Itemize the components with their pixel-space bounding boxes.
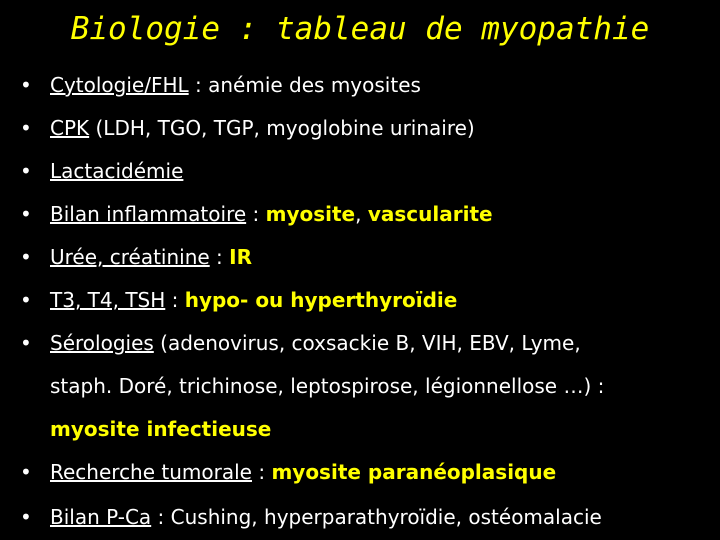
item-separator: : [246, 202, 266, 226]
bullet-marker: • [20, 505, 32, 529]
item-text [50, 323, 581, 363]
item-text [50, 151, 183, 191]
item-term: Cytologie/FHL [50, 73, 189, 97]
item-text [50, 108, 475, 148]
item-separator: : [251, 460, 272, 484]
item-text [50, 194, 493, 234]
bullet-marker: • [20, 159, 32, 183]
item-term: CPK [50, 116, 90, 140]
item-text [50, 280, 457, 320]
list-item-serologies-continued [0, 366, 720, 406]
bullet-marker: • [20, 73, 32, 97]
list-item-bilan-p-ca [0, 497, 720, 537]
item-detail: Cushing, hyperparathyroïdie, ostéomalacie [170, 505, 602, 529]
item-term: Bilan inflammatoire [50, 202, 247, 226]
item-highlight: hypo- ou hyperthyroïdie [184, 288, 458, 312]
list-item-cytologie [0, 65, 720, 105]
item-text [50, 452, 556, 492]
item-highlight: myosite paranéoplasique [271, 460, 557, 484]
item-comma: , [355, 202, 368, 226]
list-item-cpk [0, 108, 720, 148]
list-item-uree-creatinine [0, 237, 720, 277]
bullet-marker: • [20, 331, 32, 355]
slide-title: Biologie : tableau de myopathie [70, 11, 650, 47]
item-term: Urée, créatinine [50, 245, 210, 269]
item-highlight: myosite [265, 202, 356, 226]
list-item-serologies-conclusion [0, 409, 720, 449]
bullet-marker: • [20, 202, 32, 226]
item-term: Lactacidémie [50, 159, 184, 183]
list-item-serologies [0, 323, 720, 363]
bullet-marker: • [20, 288, 32, 312]
item-separator: : [188, 73, 209, 97]
list-item-recherche-tumorale [0, 452, 720, 492]
list-item-bilan-inflammatoire [0, 194, 720, 234]
item-term: Bilan P-Ca [50, 505, 152, 529]
item-term: Sérologies [50, 331, 154, 355]
item-highlight: IR [229, 245, 252, 269]
item-text-continued: staph. Doré, trichinose, leptospirose, légionnellose …) : [50, 374, 605, 398]
item-detail: (adenovirus, coxsackie B, VIH, EBV, Lyme, [153, 331, 581, 355]
item-text [50, 237, 252, 277]
item-detail: (LDH, TGO, TGP, myoglobine urinaire) [89, 116, 475, 140]
bullet-marker: • [20, 116, 32, 140]
bullet-marker: • [20, 245, 32, 269]
list-item-thyroid [0, 280, 720, 320]
item-separator: : [151, 505, 171, 529]
item-highlight: vascularite [367, 202, 493, 226]
item-separator: : [209, 245, 230, 269]
bullet-marker: • [20, 460, 32, 484]
list-item-lactacidemie [0, 151, 720, 191]
item-highlight: myosite infectieuse [50, 417, 272, 441]
item-detail: anémie des myosites [208, 73, 421, 97]
item-term: T3, T4, TSH [50, 288, 166, 312]
item-separator: : [165, 288, 185, 312]
item-text [50, 65, 421, 105]
item-term: Recherche tumorale [50, 460, 252, 484]
item-text [50, 497, 602, 537]
